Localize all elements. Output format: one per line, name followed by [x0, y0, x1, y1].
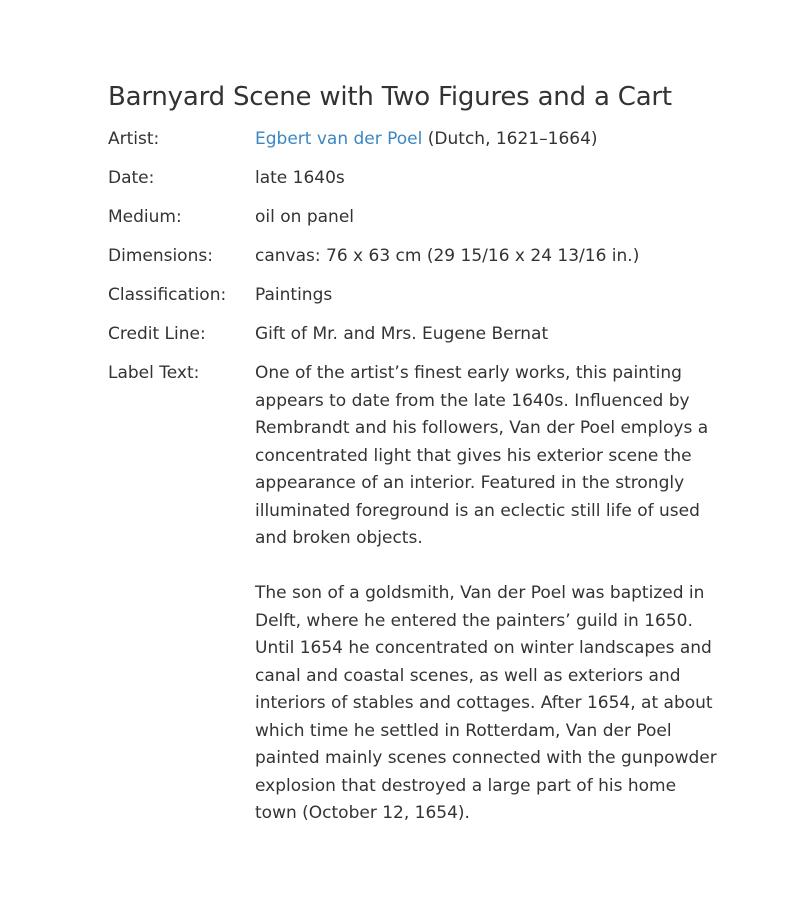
credit-line-value: Gift of Mr. and Mrs. Eugene Bernat: [255, 324, 549, 344]
classification-row: [108, 282, 718, 310]
dimensions-label: Dimensions:: [108, 246, 213, 266]
artist-row: [108, 126, 718, 154]
date-value: late 1640s: [255, 168, 345, 188]
label-text-paragraph: One of the artist’s finest early works, this painting appears to date from the late 1640s. Influenced by Rembrandt and his followers, Van der Poel employs a concentrated light that gives his exterior scene the appearance of an interior. Featured in the strongly illuminated foreground is an eclectic still life of used and broken objects.: [255, 363, 709, 548]
label-text-paragraph: The son of a goldsmith, Van der Poel was baptized in Delft, where he entered the painters’ guild in 1650. Until 1654 he concentrated on winter landscapes and canal and coastal scenes, as well as exteriors and interiors of stables and cottages. After 1654, at about which time he settled in Rotterdam, Van der Poel painted mainly scenes connected with the gunpowder explosion that destroyed a large part of his home town (October 12, 1654).: [255, 583, 717, 823]
medium-value: oil on panel: [255, 207, 354, 227]
artist-label: Artist:: [108, 129, 160, 149]
dimensions-value: canvas: 76 x 63 cm (29 15/16 x 24 13/16 in.): [255, 246, 640, 266]
label-text-label: Label Text:: [108, 363, 200, 383]
classification-value: Paintings: [255, 285, 333, 305]
artwork-title: Barnyard Scene with Two Figures and a Cart: [108, 82, 672, 112]
label-text-row: [108, 360, 718, 828]
date-row: [108, 165, 718, 193]
classification-label: Classification:: [108, 285, 227, 305]
artist-details: (Dutch, 1621–1664): [422, 129, 598, 149]
medium-row: [108, 204, 718, 232]
credit-line-label: Credit Line:: [108, 324, 206, 344]
artist-link[interactable]: Egbert van der Poel: [255, 129, 423, 149]
credit-line-row: [108, 321, 718, 349]
medium-label: Medium:: [108, 207, 182, 227]
artwork-record: [108, 80, 718, 839]
artist-value: [255, 126, 718, 154]
label-text-value: [255, 360, 718, 828]
dimensions-row: [108, 243, 718, 271]
date-label: Date:: [108, 168, 155, 188]
